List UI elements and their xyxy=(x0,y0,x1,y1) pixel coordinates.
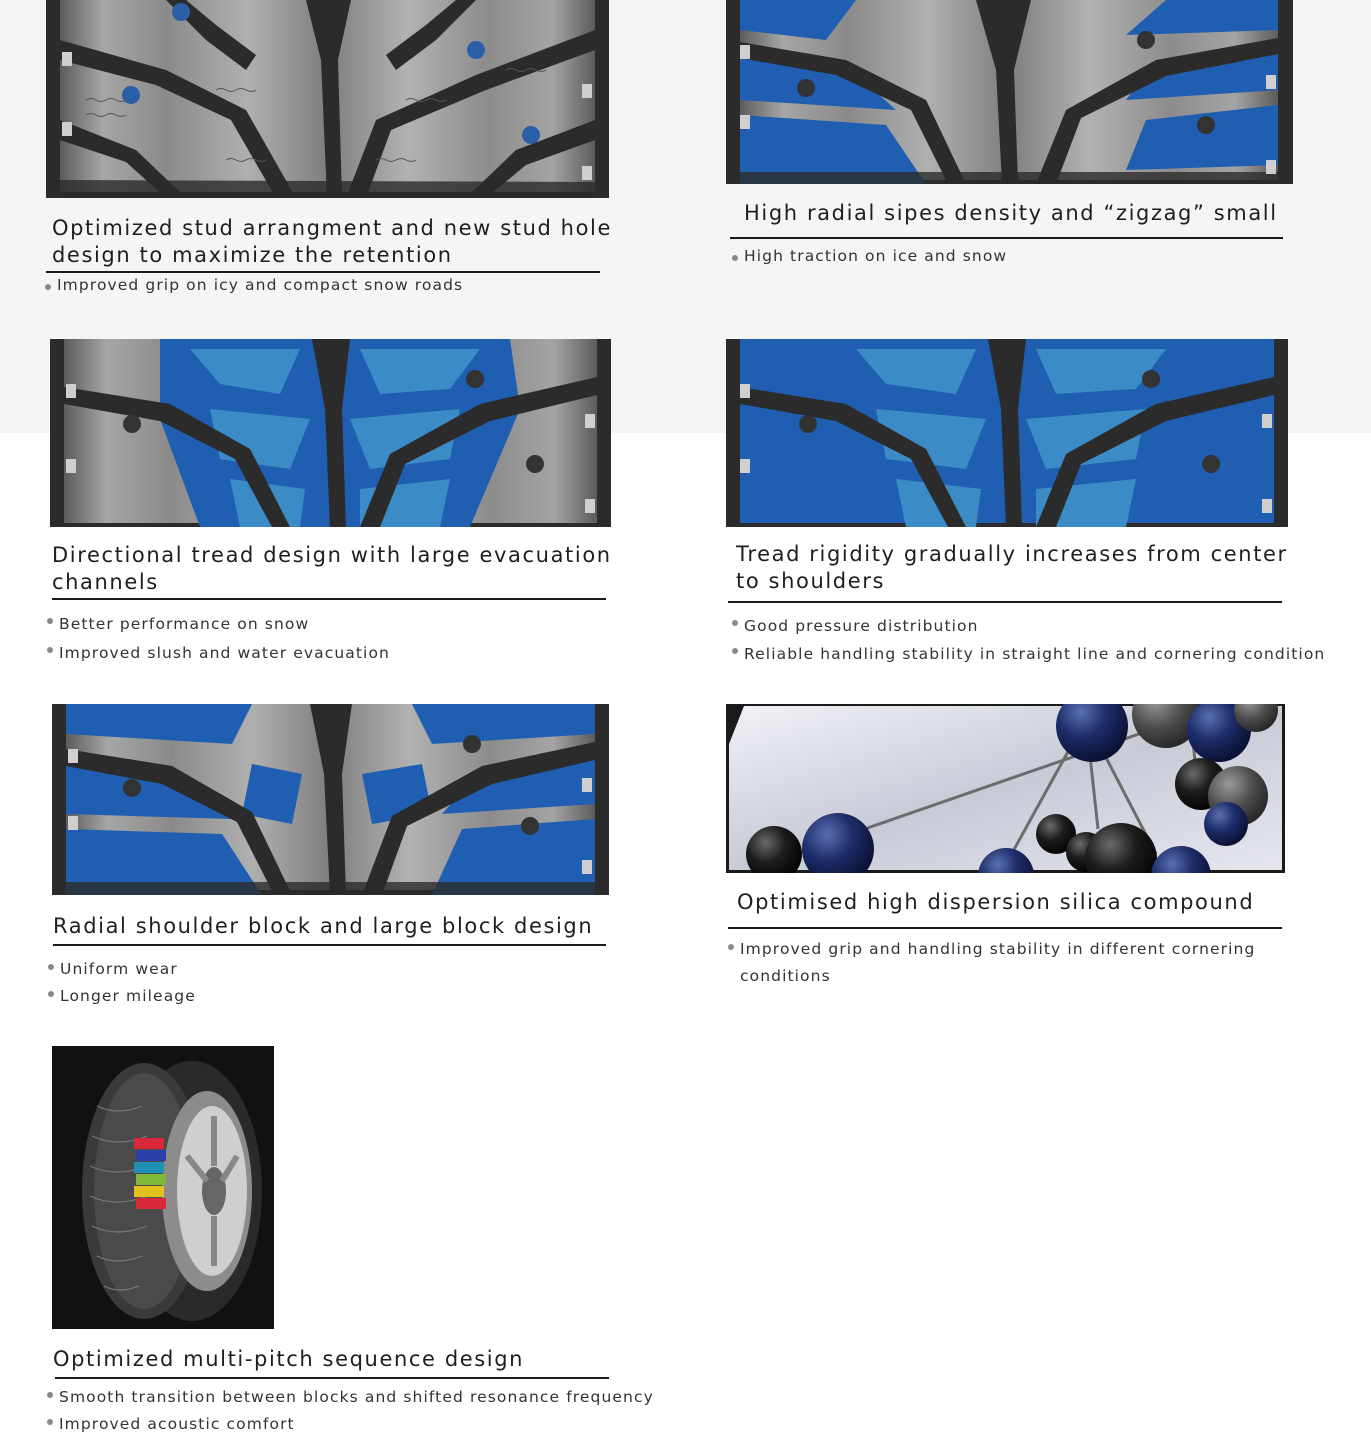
tread-pattern-center-blue xyxy=(50,339,611,527)
feature-bullets xyxy=(47,610,390,668)
feature-bullets xyxy=(45,276,463,294)
feature-title: Directional tread design with large evacuation channels xyxy=(52,543,612,594)
bullet-item: Good pressure distribution xyxy=(732,612,1325,640)
bullet-item: Reliable handling stability in straight line and cornering condition xyxy=(732,640,1325,668)
feature-bullets xyxy=(732,612,1325,668)
feature-title: Radial shoulder block and large block design xyxy=(53,914,594,938)
tread-pattern-shoulder-blue xyxy=(726,0,1293,184)
title-underline xyxy=(53,944,606,946)
silica-image xyxy=(726,704,1285,873)
bullet-item: Better performance on snow xyxy=(47,610,390,639)
feature-title: Optimised high dispersion silica compound xyxy=(737,890,1255,914)
bullet-item: High traction on ice and snow xyxy=(732,247,1007,265)
feature-title: High radial sipes density and “zigzag” small xyxy=(744,201,1278,225)
tread-directional-image xyxy=(50,339,611,527)
tread-sipes-image xyxy=(726,0,1293,184)
feature-title: Tread rigidity gradually increases from center to shoulders xyxy=(736,542,1288,593)
title-underline xyxy=(55,1377,609,1379)
tread-rigidity-image xyxy=(726,339,1288,527)
feature-bullets xyxy=(47,1384,654,1438)
bullet-item: Improved grip and handling stability in different cornering conditions xyxy=(728,936,1268,990)
feature-title: Optimized stud arrangment and new stud hole design to maximize the retention xyxy=(52,216,612,267)
bullet-item: Improved grip on icy and compact snow roads xyxy=(45,276,463,294)
tread-pattern-stud-icon xyxy=(46,0,609,198)
bullet-item: Improved acoustic comfort xyxy=(47,1411,654,1438)
feature-bullets xyxy=(48,956,196,1010)
title-underline xyxy=(730,237,1283,239)
tread-pattern-gradient-blue xyxy=(726,339,1288,527)
tire-image xyxy=(52,1046,274,1329)
feature-bullets xyxy=(732,247,1007,265)
bullet-item: Smooth transition between blocks and shifted resonance frequency xyxy=(47,1384,654,1411)
tread-pattern-blocks-blue xyxy=(52,704,609,895)
feature-bullets xyxy=(728,936,1268,990)
bullet-item: Improved slush and water evacuation xyxy=(47,639,390,668)
tread-stud-image xyxy=(46,0,609,198)
title-underline xyxy=(52,598,606,600)
tire-photo xyxy=(52,1046,274,1329)
title-underline xyxy=(728,601,1282,603)
feature-title: Optimized multi-pitch sequence design xyxy=(53,1347,525,1371)
title-underline xyxy=(728,927,1282,929)
tread-shoulder-image xyxy=(52,704,609,895)
bullet-item: Longer mileage xyxy=(48,983,196,1010)
title-underline xyxy=(46,271,600,273)
bullet-item: Uniform wear xyxy=(48,956,196,983)
silica-molecule xyxy=(726,704,1285,873)
